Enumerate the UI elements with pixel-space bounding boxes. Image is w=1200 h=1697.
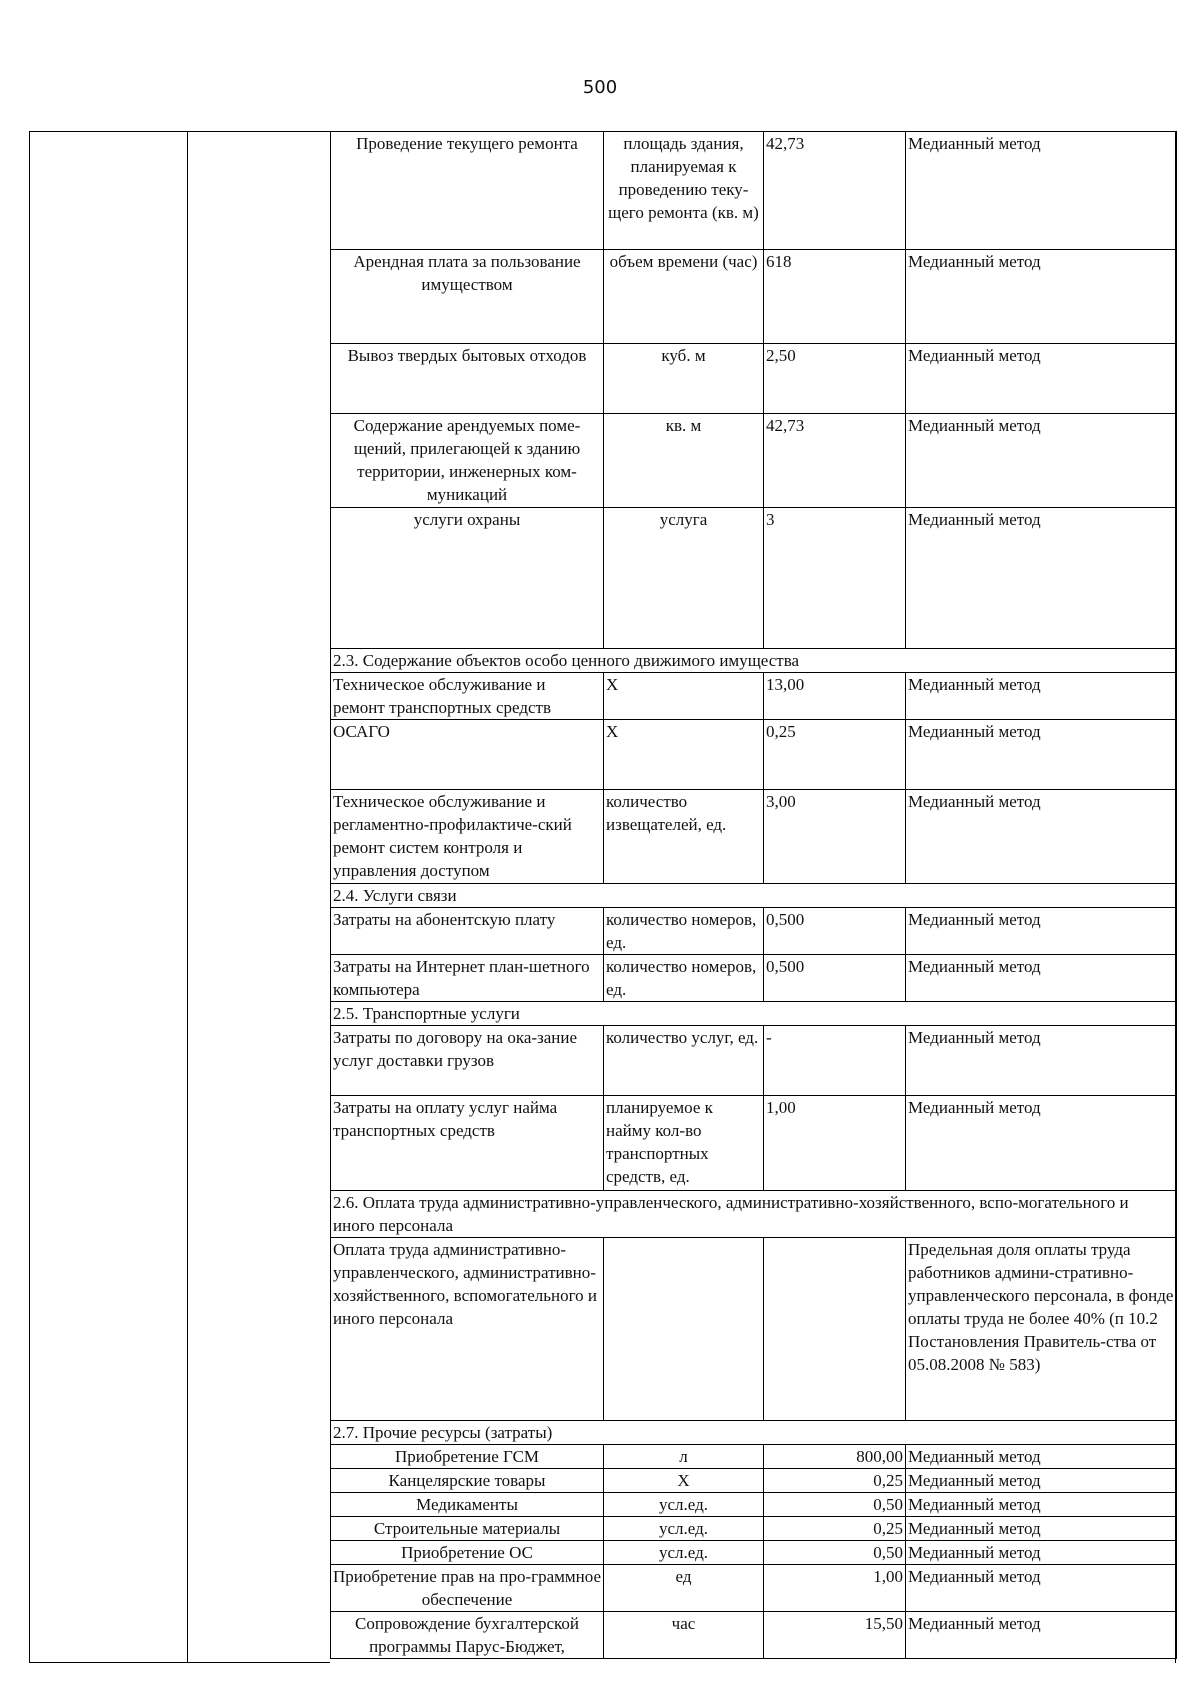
table-row xyxy=(331,1565,1177,1612)
cost-item-name: Затраты на оплату услуг найма транспортных средств xyxy=(331,1096,604,1191)
value-cell: 800,00 xyxy=(764,1445,906,1469)
page-number: 500 xyxy=(582,77,618,98)
value-cell: 13,00 xyxy=(764,673,906,720)
section-title: 2.5. Транспортные услуги xyxy=(331,1002,1177,1026)
cost-item-name: Вывоз твердых бытовых отходов xyxy=(331,344,604,414)
cost-item-name: Содержание арендуемых поме-щений, прилегающей к зданию территории, инженерных ком-муникаций xyxy=(331,414,604,508)
table-row xyxy=(331,790,1177,884)
value-cell: 0,25 xyxy=(764,1469,906,1493)
method-cell: Медианный метод xyxy=(906,673,1177,720)
section-title: 2.6. Оплата труда административно-управленческого, административно-хозяйственного, вспо-могательного и иного персонала xyxy=(331,1191,1177,1238)
value-cell: 2,50 xyxy=(764,344,906,414)
value-cell: 0,50 xyxy=(764,1493,906,1517)
table-row xyxy=(331,1469,1177,1493)
cost-item-name: Приобретение ГСМ xyxy=(331,1445,604,1469)
value-cell: - xyxy=(764,1026,906,1096)
norms-table xyxy=(330,131,1177,1659)
table-row xyxy=(331,1026,1177,1096)
unit-cell: количество извещателей, ед. xyxy=(604,790,764,884)
method-cell: Медианный метод xyxy=(906,955,1177,1002)
table-row xyxy=(331,1238,1177,1421)
value-cell: 15,50 xyxy=(764,1612,906,1659)
value-cell: 0,50 xyxy=(764,1541,906,1565)
method-cell: Медианный метод xyxy=(906,1096,1177,1191)
section-row xyxy=(331,649,1177,673)
cost-item-name: Сопровождение бухгалтерской программы Парус-Бюджет, xyxy=(331,1612,604,1659)
unit-cell: ед xyxy=(604,1565,764,1612)
unit-cell: л xyxy=(604,1445,764,1469)
value-cell: 618 xyxy=(764,250,906,344)
method-cell: Медианный метод xyxy=(906,720,1177,790)
method-cell: Медианный метод xyxy=(906,1026,1177,1096)
unit-cell: усл.ед. xyxy=(604,1517,764,1541)
cost-item-name: Проведение текущего ремонта xyxy=(331,132,604,250)
method-cell: Медианный метод xyxy=(906,508,1177,649)
cost-item-name: ОСАГО xyxy=(331,720,604,790)
unit-cell: Х xyxy=(604,1469,764,1493)
table-row xyxy=(331,250,1177,344)
section-row xyxy=(331,884,1177,908)
method-cell: Медианный метод xyxy=(906,1469,1177,1493)
table-row xyxy=(331,344,1177,414)
table-row xyxy=(331,1445,1177,1469)
cost-item-name: Канцелярские товары xyxy=(331,1469,604,1493)
value-cell: 0,25 xyxy=(764,1517,906,1541)
unit-cell: площадь здания, планируемая к проведению теку-щего ремонта (кв. м) xyxy=(604,132,764,250)
table-row xyxy=(331,1096,1177,1191)
value-cell: 0,500 xyxy=(764,955,906,1002)
cost-item-name: Затраты по договору на ока-зание услуг доставки грузов xyxy=(331,1026,604,1096)
table-row xyxy=(331,1493,1177,1517)
cost-item-name: Приобретение прав на про-граммное обеспечение xyxy=(331,1565,604,1612)
unit-cell: куб. м xyxy=(604,344,764,414)
method-cell: Предельная доля оплаты труда работников админи-стративно- управленческого персонала, в фонде оплаты труда не более 40% (п 10.2 Постановления Правитель-ства от 05.08.2008 № 583) xyxy=(906,1238,1177,1421)
unit-cell: услуга xyxy=(604,508,764,649)
table-body xyxy=(331,132,1177,1659)
value-cell: 0,25 xyxy=(764,720,906,790)
unit-cell: усл.ед. xyxy=(604,1493,764,1517)
method-cell: Медианный метод xyxy=(906,1565,1177,1612)
unit-cell: объем времени (час) xyxy=(604,250,764,344)
unit-cell: количество услуг, ед. xyxy=(604,1026,764,1096)
cost-item-name: услуги охраны xyxy=(331,508,604,649)
method-cell: Медианный метод xyxy=(906,1445,1177,1469)
method-cell: Медианный метод xyxy=(906,790,1177,884)
cost-item-name: Техническое обслуживание и ремонт транспортных средств xyxy=(331,673,604,720)
unit-cell xyxy=(604,1238,764,1421)
table-row xyxy=(331,955,1177,1002)
table-row xyxy=(331,1541,1177,1565)
section-title: 2.7. Прочие ресурсы (затраты) xyxy=(331,1421,1177,1445)
value-cell xyxy=(764,1238,906,1421)
section-title: 2.4. Услуги связи xyxy=(331,884,1177,908)
cost-item-name: Затраты на Интернет план-шетного компьютера xyxy=(331,955,604,1002)
table-row xyxy=(331,1612,1177,1659)
cost-item-name: Оплата труда административно-управленческого, административно-хозяйственного, вспомогательного и иного персонала xyxy=(331,1238,604,1421)
section-row xyxy=(331,1002,1177,1026)
method-cell: Медианный метод xyxy=(906,250,1177,344)
unit-cell: час xyxy=(604,1612,764,1659)
unit-cell: количество номеров, ед. xyxy=(604,908,764,955)
method-cell: Медианный метод xyxy=(906,908,1177,955)
unit-cell: Х xyxy=(604,720,764,790)
unit-cell: количество номеров, ед. xyxy=(604,955,764,1002)
cost-item-name: Затраты на абонентскую плату xyxy=(331,908,604,955)
method-cell: Медианный метод xyxy=(906,1517,1177,1541)
unit-cell: усл.ед. xyxy=(604,1541,764,1565)
value-cell: 1,00 xyxy=(764,1565,906,1612)
unit-cell: кв. м xyxy=(604,414,764,508)
table-row xyxy=(331,1517,1177,1541)
method-cell: Медианный метод xyxy=(906,414,1177,508)
value-cell: 42,73 xyxy=(764,132,906,250)
table-row xyxy=(331,508,1177,649)
section-row xyxy=(331,1191,1177,1238)
unit-cell: Х xyxy=(604,673,764,720)
method-cell: Медианный метод xyxy=(906,1493,1177,1517)
value-cell: 42,73 xyxy=(764,414,906,508)
value-cell: 3,00 xyxy=(764,790,906,884)
table-row xyxy=(331,720,1177,790)
method-cell: Медианный метод xyxy=(906,132,1177,250)
section-title: 2.3. Содержание объектов особо ценного движимого имущества xyxy=(331,649,1177,673)
table-row xyxy=(331,908,1177,955)
cost-item-name: Арендная плата за пользование имуществом xyxy=(331,250,604,344)
method-cell: Медианный метод xyxy=(906,1612,1177,1659)
method-cell: Медианный метод xyxy=(906,1541,1177,1565)
section-row xyxy=(331,1421,1177,1445)
cost-item-name: Техническое обслуживание и регламентно-профилактиче-ский ремонт систем контроля и управления доступом xyxy=(331,790,604,884)
cost-item-name: Строительные материалы xyxy=(331,1517,604,1541)
value-cell: 1,00 xyxy=(764,1096,906,1191)
cost-item-name: Приобретение ОС xyxy=(331,1541,604,1565)
table-row xyxy=(331,673,1177,720)
table-row xyxy=(331,414,1177,508)
method-cell: Медианный метод xyxy=(906,344,1177,414)
value-cell: 3 xyxy=(764,508,906,649)
value-cell: 0,500 xyxy=(764,908,906,955)
unit-cell: планируемое к найму кол-во транспортных средств, ед. xyxy=(604,1096,764,1191)
table-row xyxy=(331,132,1177,250)
cost-item-name: Медикаменты xyxy=(331,1493,604,1517)
